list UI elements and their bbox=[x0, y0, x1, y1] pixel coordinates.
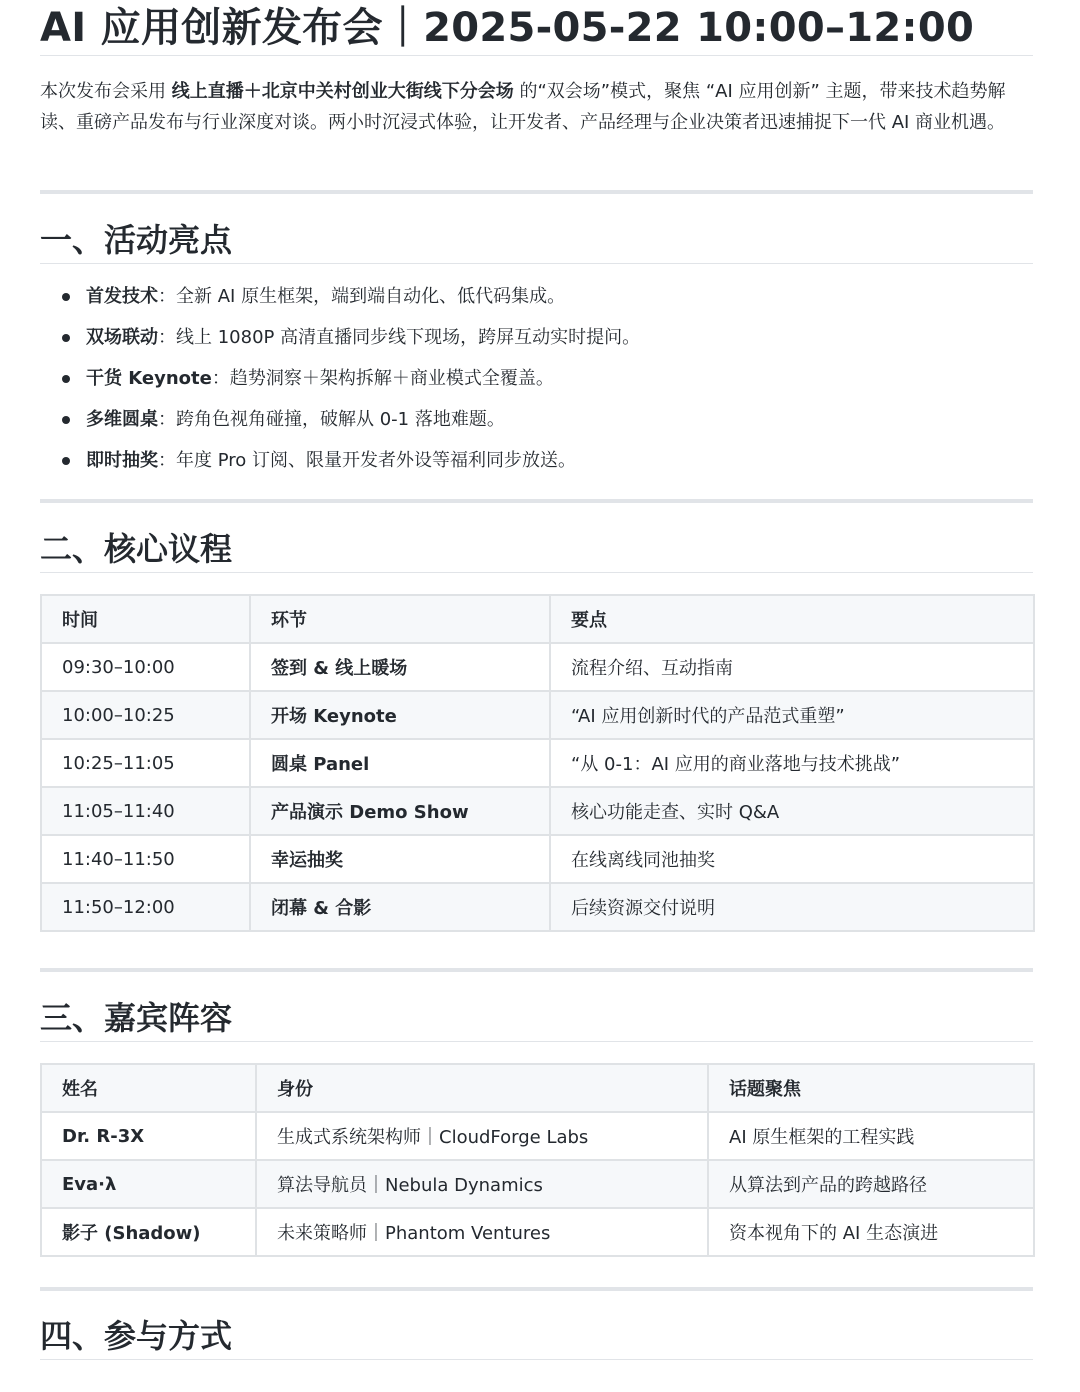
list-item bbox=[40, 362, 1030, 403]
highlight-text: ：跨角色视角碰撞，破解从 0-1 落地难题。 bbox=[158, 409, 505, 430]
agenda-points: “从 0-1：AI 应用的商业落地与技术挑战” bbox=[550, 739, 1034, 787]
intro-text-2: 的“双会场”模式，聚焦 “AI 应用创新” 主题，带来技术趋势解读、重磅产品发布与行业深度对谈。两小时沉浸式体验，让开发者、产品经理与企业决策者迅速捕捉下一代 AI 商业机遇。 bbox=[40, 81, 1006, 133]
agenda-time: 11:50–12:00 bbox=[41, 883, 250, 931]
highlight-key: 双场联动 bbox=[86, 327, 158, 348]
page-title: AI 应用创新发布会｜2025-05-22 10:00–12:00 bbox=[40, 0, 1033, 56]
speaker-topic: AI 原生框架的工程实践 bbox=[708, 1112, 1034, 1160]
speaker-name: 影子 (Shadow) bbox=[41, 1208, 256, 1256]
highlight-key: 多维圆桌 bbox=[86, 409, 158, 430]
agenda-session: 开场 Keynote bbox=[250, 691, 550, 739]
highlights-list bbox=[40, 280, 1030, 485]
agenda-time: 11:40–11:50 bbox=[41, 835, 250, 883]
table-row bbox=[41, 1160, 1034, 1208]
list-item bbox=[40, 403, 1030, 444]
table-row bbox=[41, 835, 1034, 883]
speakers-table bbox=[40, 1063, 1035, 1257]
column-header-points: 要点 bbox=[550, 595, 1034, 643]
highlight-text: ：全新 AI 原生框架，端到端自动化、低代码集成。 bbox=[158, 286, 566, 307]
highlight-text: ：年度 Pro 订阅、限量开发者外设等福利同步放送。 bbox=[158, 450, 576, 471]
agenda-points: 流程介绍、互动指南 bbox=[550, 643, 1034, 691]
divider bbox=[40, 1287, 1033, 1291]
intro-venue-highlight: 线上直播＋北京中关村创业大街线下分会场 bbox=[171, 81, 514, 102]
table-row bbox=[41, 787, 1034, 835]
highlight-key: 首发技术 bbox=[86, 286, 158, 307]
speaker-name: Dr. R-3X bbox=[41, 1112, 256, 1160]
speaker-name: Eva·λ bbox=[41, 1160, 256, 1208]
table-row bbox=[41, 1208, 1034, 1256]
list-item bbox=[40, 321, 1030, 362]
agenda-points: 核心功能走查、实时 Q&A bbox=[550, 787, 1034, 835]
table-header-row bbox=[41, 1064, 1034, 1112]
agenda-session: 产品演示 Demo Show bbox=[250, 787, 550, 835]
agenda-points: 后续资源交付说明 bbox=[550, 883, 1034, 931]
intro-text-1: 本次发布会采用 bbox=[40, 81, 172, 102]
agenda-time: 11:05–11:40 bbox=[41, 787, 250, 835]
table-row bbox=[41, 1112, 1034, 1160]
highlight-key: 干货 Keynote bbox=[86, 368, 212, 389]
speaker-role: 生成式系统架构师｜CloudForge Labs bbox=[256, 1112, 708, 1160]
divider bbox=[40, 499, 1033, 503]
speaker-role: 算法导航员｜Nebula Dynamics bbox=[256, 1160, 708, 1208]
section-heading-speakers: 三、嘉宾阵容 bbox=[40, 995, 1033, 1042]
agenda-session: 圆桌 Panel bbox=[250, 739, 550, 787]
section-heading-participation: 四、参与方式 bbox=[40, 1313, 1033, 1360]
agenda-points: 在线离线同池抽奖 bbox=[550, 835, 1034, 883]
agenda-time: 10:00–10:25 bbox=[41, 691, 250, 739]
agenda-points: “AI 应用创新时代的产品范式重塑” bbox=[550, 691, 1034, 739]
highlight-key: 即时抽奖 bbox=[86, 450, 158, 471]
table-row bbox=[41, 691, 1034, 739]
divider bbox=[40, 190, 1033, 194]
list-item bbox=[40, 444, 1030, 485]
column-header-name: 姓名 bbox=[41, 1064, 256, 1112]
agenda-session: 幸运抽奖 bbox=[250, 835, 550, 883]
highlight-text: ：线上 1080P 高清直播同步线下现场，跨屏互动实时提问。 bbox=[158, 327, 641, 348]
section-heading-highlights: 一、活动亮点 bbox=[40, 217, 1033, 264]
column-header-role: 身份 bbox=[256, 1064, 708, 1112]
agenda-session: 签到 & 线上暖场 bbox=[250, 643, 550, 691]
speaker-topic: 资本视角下的 AI 生态演进 bbox=[708, 1208, 1034, 1256]
agenda-time: 09:30–10:00 bbox=[41, 643, 250, 691]
speaker-role: 未来策略师｜Phantom Ventures bbox=[256, 1208, 708, 1256]
section-heading-agenda: 二、核心议程 bbox=[40, 526, 1033, 573]
column-header-time: 时间 bbox=[41, 595, 250, 643]
agenda-time: 10:25–11:05 bbox=[41, 739, 250, 787]
table-row bbox=[41, 883, 1034, 931]
divider bbox=[40, 968, 1033, 972]
agenda-session: 闭幕 & 合影 bbox=[250, 883, 550, 931]
table-row bbox=[41, 739, 1034, 787]
agenda-table bbox=[40, 594, 1035, 932]
highlight-text: ：趋势洞察＋架构拆解＋商业模式全覆盖。 bbox=[211, 368, 554, 389]
speaker-topic: 从算法到产品的跨越路径 bbox=[708, 1160, 1034, 1208]
intro-paragraph bbox=[40, 76, 1035, 138]
column-header-topic: 话题聚焦 bbox=[708, 1064, 1034, 1112]
table-header-row bbox=[41, 595, 1034, 643]
list-item bbox=[40, 280, 1030, 321]
table-row bbox=[41, 643, 1034, 691]
column-header-session: 环节 bbox=[250, 595, 550, 643]
